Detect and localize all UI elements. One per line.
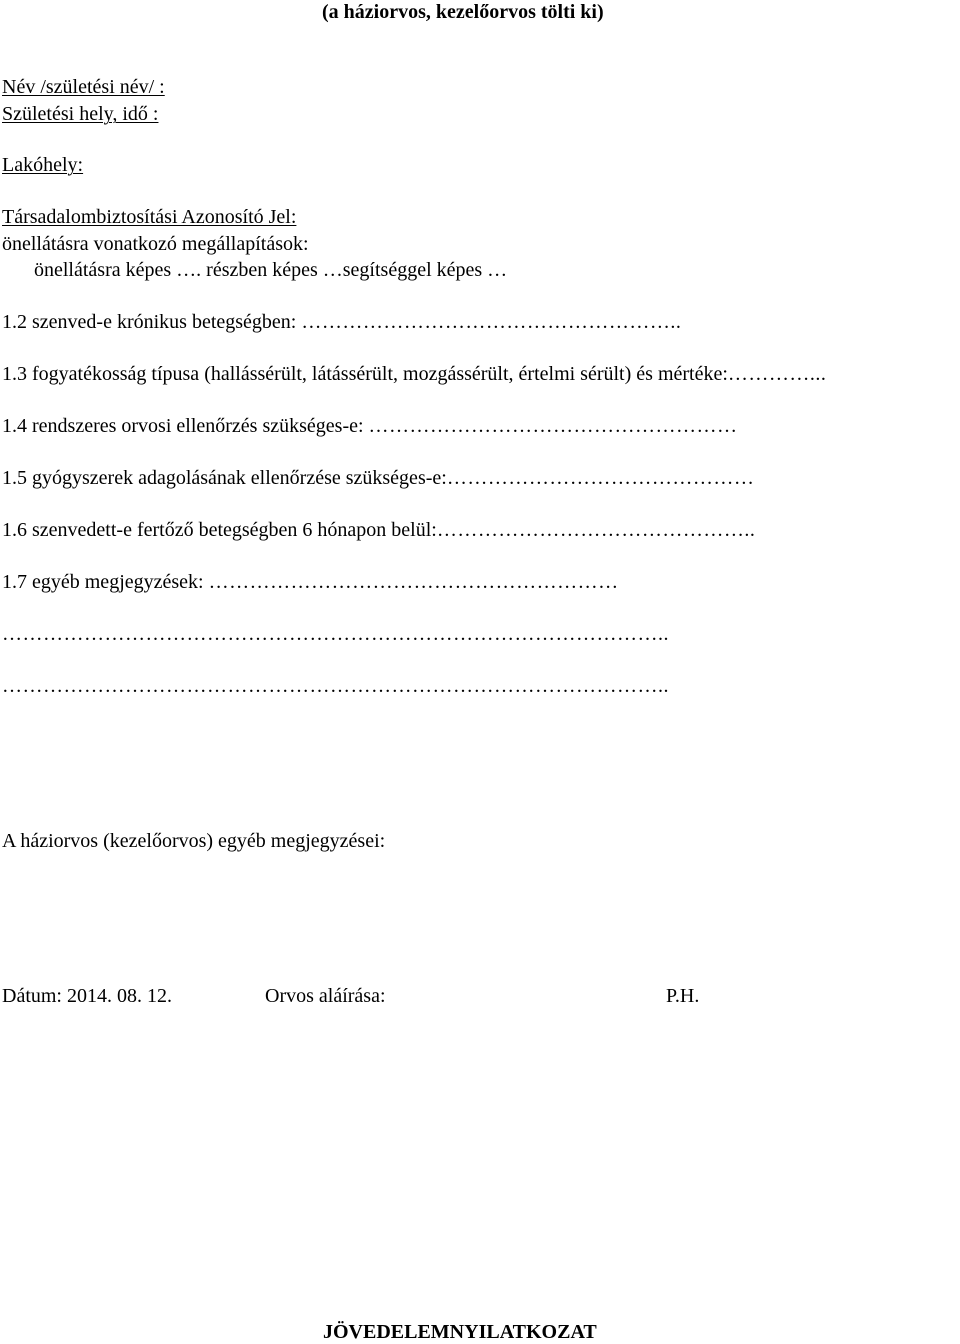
question-label: 1.2 szenved-e krónikus betegségben: [2,311,297,333]
question-item [2,570,619,594]
question-label: 1.7 egyéb megjegyzések: [2,571,204,593]
birth-label: Születési hely, idő : [2,103,159,125]
answer-line: ……………………………………………….. [301,311,682,333]
question-item [2,466,754,490]
self-care-heading: önellátásra vonatkozó megállapítások: [2,233,309,255]
extra-answer-line: …………………………………………………………………………………….. [2,675,669,697]
stamp-label: P.H. [666,985,700,1007]
question-item [2,414,738,438]
question-label: 1.3 fogyatékosság típusa (hallássérült, látássérült, mozgássérült, értelmi sérült) és mértéke: [2,363,728,385]
question-item [2,362,826,386]
question-item [2,518,755,542]
answer-line: …………………………………………………… [208,571,619,593]
answer-line: ……………………………………… [446,467,755,489]
answer-line: ……………………………………………… [368,415,738,437]
date-field: Dátum: 2014. 08. 12. [2,985,172,1007]
income-declaration-title: JÖVEDELEMNYILATKOZAT [323,1321,597,1343]
self-care-options: önellátásra képes …. részben képes …segítséggel képes … [34,259,508,281]
question-label: 1.5 gyógyszerek adagolásának ellenőrzése szükséges-e: [2,467,447,489]
name-label: Név /születési név/ : [2,76,165,98]
question-item [2,310,681,334]
ssn-label: Társadalombiztosítási Azonosító Jel: [2,206,297,228]
question-label: 1.4 rendszeres orvosi ellenőrzés szükséges-e: [2,415,364,437]
doctor-remarks-label: A háziorvos (kezelőorvos) egyéb megjegyzései: [2,830,386,852]
signature-label: Orvos aláírása: [265,985,386,1007]
answer-line: …………... [727,363,827,385]
form-title: (a háziorvos, kezelőorvos tölti ki) [322,1,604,23]
question-label: 1.6 szenvedett-e fertőző betegségben 6 hónapon belül: [2,519,437,541]
extra-answer-line: …………………………………………………………………………………….. [2,623,669,645]
answer-line: ……………………………………….. [436,519,756,541]
residence-label: Lakóhely: [2,154,84,176]
